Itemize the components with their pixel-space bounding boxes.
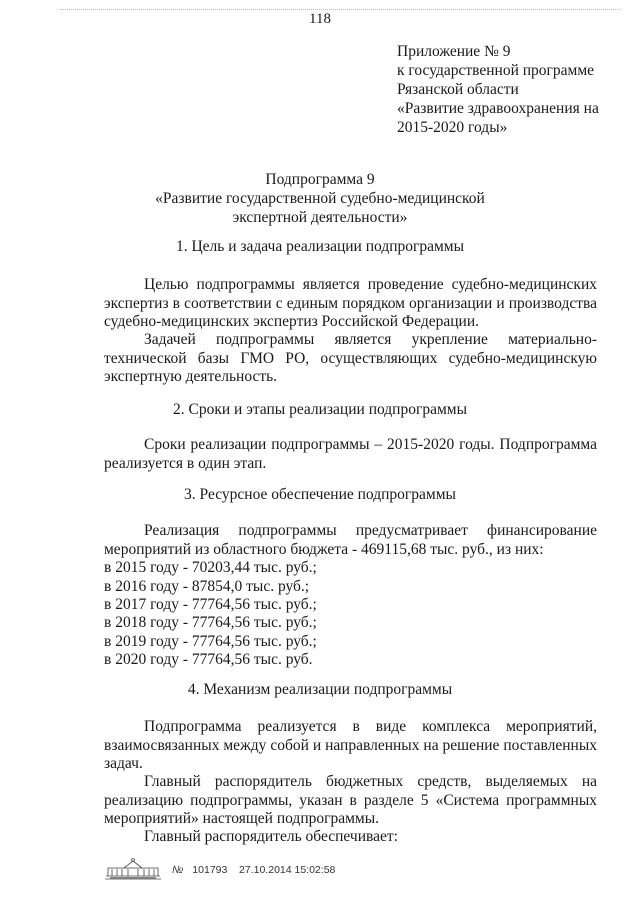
paragraph: Главный распорядитель обеспечивает:	[144, 828, 398, 845]
paragraph: Сроки реализации подпрограммы – 2015-2020 годы. Подпрограмма реализуется в один этап.	[104, 436, 597, 472]
subprogram-title-line: Подпрограмма 9	[265, 171, 375, 188]
appendix-line: «Развитие здравоохранения на	[397, 100, 599, 117]
section-heading: 3. Ресурсное обеспечение подпрограммы	[184, 486, 456, 503]
subprogram-title	[0, 170, 640, 227]
paragraph: Главный распорядитель бюджетных средств, выделяемых на реализацию подпрограммы, указан в разделе 5 «Система программных мероприятий» настоящей подпрограммы.	[104, 773, 597, 827]
registration-number: 101793	[192, 864, 228, 876]
section-heading: 2. Сроки и этапы реализации подпрограммы	[172, 401, 467, 418]
registration-datetime: 27.10.2014 15:02:58	[239, 864, 336, 876]
funding-year-item: в 2019 году - 77764,56 тыс. руб.;	[104, 633, 317, 650]
appendix-line: Рязанской области	[397, 81, 519, 98]
paragraph: Подпрограмма реализуется в виде комплекса мероприятий, взаимосвязанных между собой и направленных на решение поставленных задач.	[104, 718, 597, 772]
number-sign-icon: №	[172, 864, 184, 876]
subprogram-title-line: экспертной деятельности»	[232, 209, 408, 226]
document-registration-footer	[172, 864, 335, 876]
page-number: 118	[309, 11, 331, 27]
appendix-line: к государственной программе	[397, 62, 595, 79]
appendix-line: 2015-2020 годы»	[397, 119, 508, 136]
ministry-building-stamp-icon	[102, 856, 164, 882]
funding-year-item: в 2017 году - 77764,56 тыс. руб.;	[104, 596, 317, 613]
paragraph: Целью подпрограммы является проведение судебно-медицинских экспертиз в соответствии с единым порядком организации и производства судебно-медицинских экспертиз Российской Федерации.	[104, 276, 597, 330]
funding-year-item: в 2016 году - 87854,0 тыс. руб.;	[104, 578, 310, 595]
funding-year-item: в 2020 году - 77764,56 тыс. руб.	[104, 651, 313, 668]
funding-year-item: в 2015 году - 70203,44 тыс. руб.;	[104, 559, 317, 576]
funding-year-item: в 2018 году - 77764,56 тыс. руб.;	[104, 614, 317, 631]
section-heading: 4. Механизм реализации подпрограммы	[187, 681, 453, 698]
appendix-note	[397, 42, 599, 137]
paragraph: Реализация подпрограммы предусматривает финансирование мероприятий из областного бюджета - 469115,68 тыс. руб., из них:	[104, 522, 597, 558]
subprogram-title-line: «Развитие государственной судебно-медицинской	[155, 190, 485, 207]
appendix-line: Приложение № 9	[397, 43, 511, 60]
paragraph: Задачей подпрограммы является укрепление материально-технической базы ГМО РО, осуществляющих судебно-медицинскую экспертную деятельность.	[104, 331, 597, 385]
section-heading: 1. Цель и задача реализации подпрограммы	[175, 238, 465, 255]
